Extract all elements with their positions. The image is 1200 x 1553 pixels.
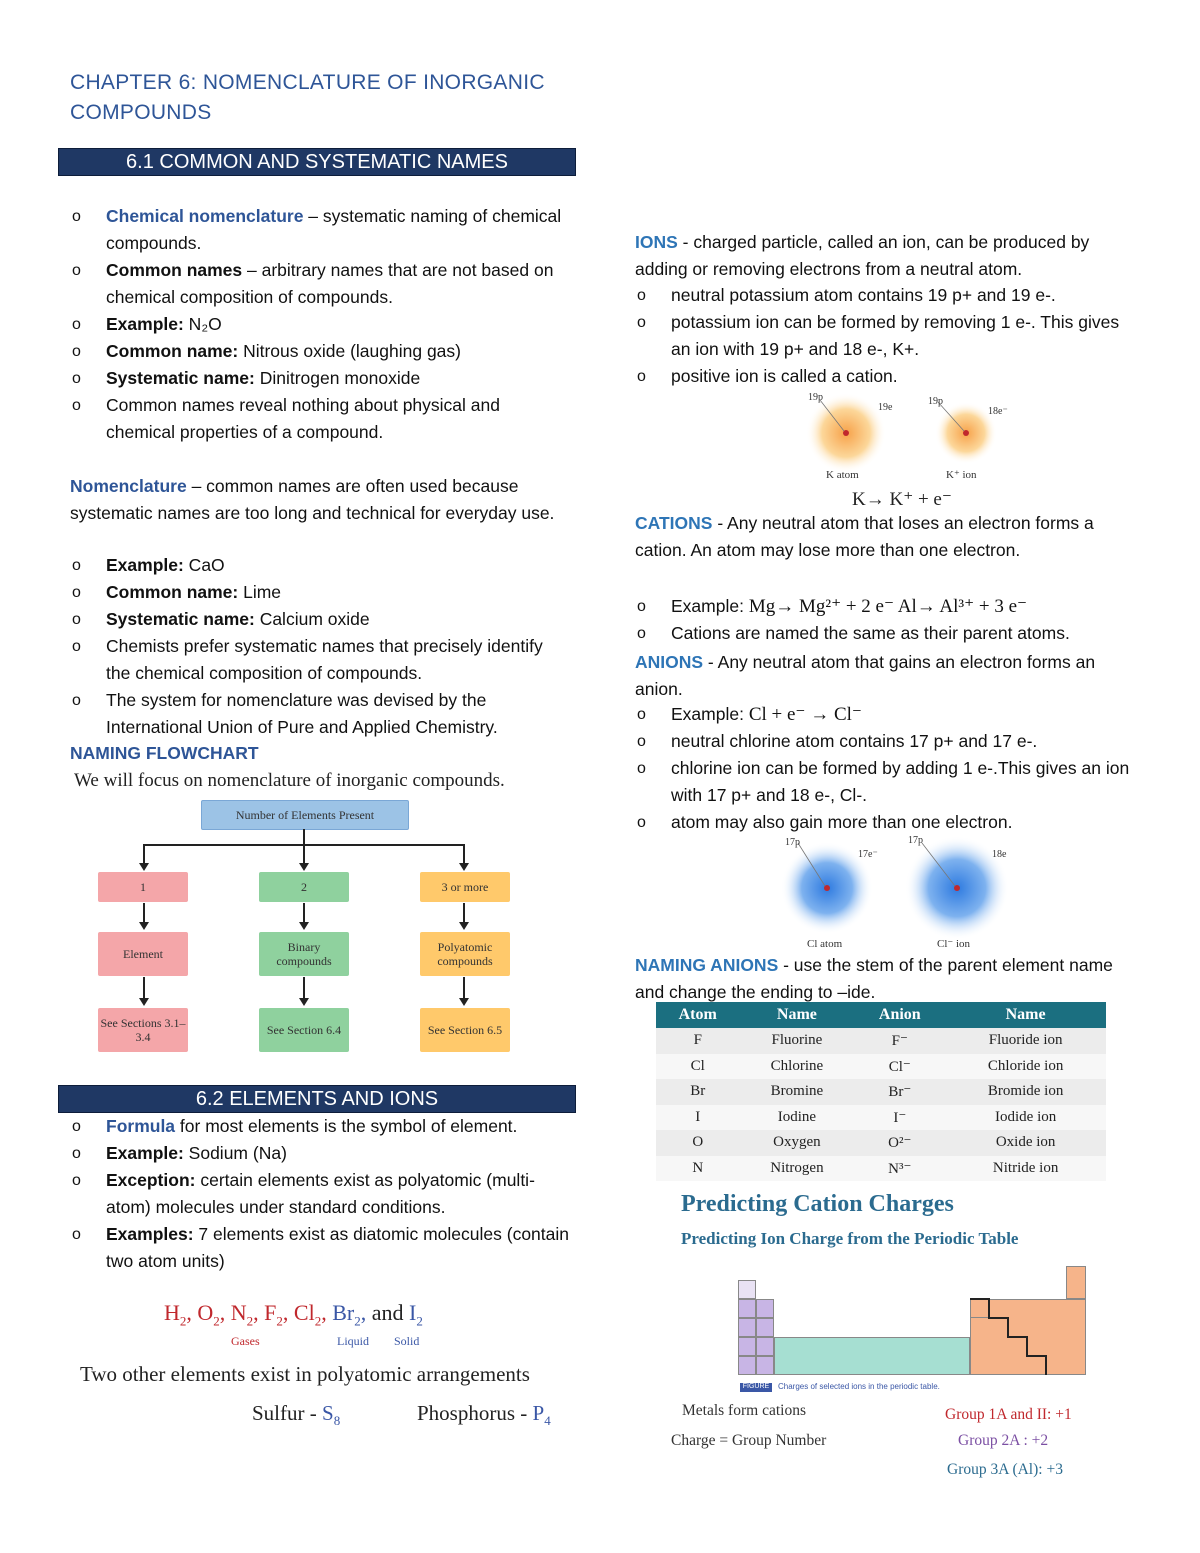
- liquid-label: Liquid: [337, 1334, 369, 1348]
- formula-cl2: $Cl_2$,: [293, 1300, 327, 1329]
- naming-anions-paragraph: NAMING ANIONS - use the stem of the parent element name and change the ending to –ide.: [635, 955, 1113, 1002]
- list-item: o Formula for most elements is the symbol of element.: [70, 1113, 570, 1140]
- arrow-down-icon: [459, 998, 469, 1006]
- periodic-table-figure: [738, 1266, 1088, 1386]
- k-ion-label: K⁺ ion: [946, 469, 977, 481]
- arrow-down-icon: [139, 863, 149, 871]
- anions-paragraph: ANIONS - Any neutral atom that gains an electron forms an anion.: [635, 652, 1096, 699]
- figure-label: FIGURE 6.1: [742, 1383, 770, 1400]
- charge-equals-group: Charge = Group Number: [671, 1432, 827, 1449]
- list-item: o Common names – arbitrary names that are not based on chemical composition of compounds.: [70, 257, 570, 311]
- potassium-equation: K→ K⁺ + e⁻: [852, 489, 952, 510]
- solid-label: Solid: [394, 1334, 420, 1348]
- k-atom-label: K atom: [826, 469, 859, 481]
- table-row: I Iodine I⁻ Iodide ion: [656, 1105, 1106, 1131]
- arrow-down-icon: [299, 863, 309, 871]
- table-row: Cl Chlorine Cl⁻ Chloride ion: [656, 1054, 1106, 1080]
- group-3a-charge: Group 3A (Al): +3: [947, 1461, 1063, 1478]
- list-item: o Systematic name: Calcium oxide: [70, 606, 570, 633]
- formula-br2: $Br_2$,: [332, 1300, 367, 1329]
- sec61-list-2: [70, 552, 570, 741]
- phosphorus-formula: Phosphorus - $P_4$: [417, 1401, 551, 1429]
- k-e1: 19e: [878, 402, 893, 413]
- k-p1: 19p: [808, 392, 823, 403]
- list-item: o Example: Mg→ Mg²⁺ + 2 e⁻ Al→ Al³⁺ + 3 e⁻: [635, 593, 1135, 620]
- list-item: o positive ion is called a cation.: [635, 363, 1130, 390]
- arrow-down-icon: [459, 863, 469, 871]
- list-item: o potassium ion can be formed by removing 1 e-. This gives an ion with 19 p+ and 18 e-, K+.: [635, 309, 1130, 363]
- cl-atom-label: Cl atom: [807, 938, 843, 950]
- group-2a-charge: Group 2A : +2: [958, 1432, 1049, 1449]
- flow-count-3: 3 or more: [420, 872, 510, 902]
- arrow-down-icon: [459, 922, 469, 930]
- potassium-figure: [780, 388, 1040, 483]
- list-item: o Example: N₂O: [70, 311, 570, 338]
- flow-connector: [303, 844, 305, 864]
- flow-see-6-5: See Section 6.5: [420, 1008, 510, 1052]
- flow-see-3-1: See Sections 3.1–3.4: [98, 1008, 188, 1052]
- list-item: o neutral potassium atom contains 19 p+ and 19 e-.: [635, 282, 1130, 309]
- sulfur-formula: Sulfur - $S_8$: [252, 1401, 341, 1429]
- col-ion-name: Name: [945, 1002, 1106, 1028]
- formula-f2: $F_2$,: [264, 1300, 289, 1329]
- figure-caption: Charges of selected ions in the periodic table.: [778, 1382, 940, 1391]
- cl-ion-label: Cl⁻ ion: [937, 938, 971, 950]
- flow-top-box: Number of Elements Present: [201, 800, 409, 830]
- cl-p2: 17p: [908, 835, 923, 846]
- formula-o2: $O_2$,: [197, 1300, 226, 1329]
- ions-list: [635, 282, 1130, 390]
- k-e2: 18e⁻: [988, 406, 1008, 417]
- arrow-down-icon: [139, 922, 149, 930]
- polyatomic-line: Two other elements exist in polyatomic arrangements: [80, 1362, 530, 1386]
- table-row: N Nitrogen N³⁻ Nitride ion: [656, 1156, 1106, 1182]
- sec61-list: [70, 203, 570, 446]
- and-word: and: [371, 1300, 404, 1325]
- flow-count-2: 2: [259, 872, 349, 902]
- nomenclature-paragraph: Nomenclature – common names are often used because systematic names are too long and technical for everyday use.: [70, 476, 555, 523]
- table-row: F Fluorine F⁻ Fluoride ion: [656, 1028, 1106, 1054]
- formula-h2: $H_2$,: [164, 1300, 192, 1329]
- arrow-down-icon: [299, 998, 309, 1006]
- list-item: o Cations are named the same as their parent atoms.: [635, 620, 1135, 647]
- list-item: o neutral chlorine atom contains 17 p+ and 17 e-.: [635, 728, 1135, 755]
- metals-form-cations: Metals form cations: [682, 1402, 806, 1419]
- section-6-1-bar: 6.1 COMMON AND SYSTEMATIC NAMES: [58, 148, 576, 176]
- col-atom: Atom: [656, 1002, 739, 1028]
- flow-connector: [463, 844, 465, 864]
- cations-paragraph: CATIONS - Any neutral atom that loses an electron forms a cation. An atom may lose more than one electron.: [635, 513, 1094, 560]
- col-anion: Anion: [854, 1002, 945, 1028]
- list-item: o Example: Cl + e⁻ → Cl⁻: [635, 701, 1135, 728]
- flowchart-caption: We will focus on nomenclature of inorganic compounds.: [74, 770, 505, 791]
- formula-n2: $N_2$,: [230, 1300, 259, 1329]
- flow-connector: [303, 977, 305, 999]
- flow-connector: [303, 829, 305, 845]
- flow-connector: [303, 903, 305, 923]
- sec62-list: [70, 1113, 570, 1275]
- flow-count-1: 1: [98, 872, 188, 902]
- flow-connector: [463, 977, 465, 999]
- list-item: o Example: CaO: [70, 552, 570, 579]
- staircase-line: [970, 1299, 1046, 1375]
- table-row: O Oxygen O²⁻ Oxide ion: [656, 1130, 1106, 1156]
- table-row: Br Bromine Br⁻ Bromide ion: [656, 1079, 1106, 1105]
- list-item: o The system for nomenclature was devised by the International Union of Pure and Applied Chemistry.: [70, 687, 570, 741]
- flow-binary-box: Binary compounds: [259, 932, 349, 976]
- cl-e2: 18e: [992, 849, 1007, 860]
- flowchart-heading: NAMING FLOWCHART: [70, 743, 259, 763]
- anion-table: [656, 1002, 1106, 1181]
- predicting-title: Predicting Cation Charges: [681, 1191, 954, 1217]
- cl-e1: 17e⁻: [858, 849, 878, 860]
- chapter-title: CHAPTER 6: NOMENCLATURE OF INORGANIC COMPOUNDS: [70, 71, 545, 124]
- cl-p1: 17p: [785, 837, 800, 848]
- list-item: o chlorine ion can be formed by adding 1 e-.This gives an ion with 17 p+ and 18 e-, Cl-.: [635, 755, 1135, 809]
- flow-polyatomic-box: Polyatomic compounds: [420, 932, 510, 976]
- diatomic-formulas: [164, 1300, 423, 1329]
- predicting-subtitle: Predicting Ion Charge from the Periodic Table: [681, 1229, 1019, 1248]
- list-item: o Examples: 7 elements exist as diatomic molecules (contain two atom units): [70, 1221, 570, 1275]
- table-header-row: [656, 1002, 1106, 1028]
- flow-see-6-4: See Section 6.4: [259, 1008, 349, 1052]
- list-item: o Common names reveal nothing about physical and chemical properties of a compound.: [70, 392, 570, 446]
- flow-connector: [143, 977, 145, 999]
- list-item: o Chemists prefer systematic names that precisely identify the chemical composition of compounds.: [70, 633, 570, 687]
- flow-connector: [143, 844, 145, 864]
- list-item: o atom may also gain more than one electron.: [635, 809, 1135, 836]
- flow-connector: [143, 903, 145, 923]
- list-item: o Common name: Nitrous oxide (laughing gas): [70, 338, 570, 365]
- anions-list: [635, 701, 1135, 836]
- k-p2: 19p: [928, 396, 943, 407]
- list-item: o Chemical nomenclature – systematic naming of chemical compounds.: [70, 203, 570, 257]
- chlorine-figure: [770, 833, 1040, 953]
- col-name: Name: [739, 1002, 854, 1028]
- group-1a-charge: Group 1A and II: +1: [945, 1406, 1072, 1423]
- list-item: o Common name: Lime: [70, 579, 570, 606]
- arrow-down-icon: [299, 922, 309, 930]
- flow-connector: [463, 903, 465, 923]
- arrow-down-icon: [139, 998, 149, 1006]
- list-item: o Exception: certain elements exist as polyatomic (multi-atom) molecules under standard conditions.: [70, 1167, 570, 1221]
- list-item: o Systematic name: Dinitrogen monoxide: [70, 365, 570, 392]
- gases-label: Gases: [231, 1334, 260, 1348]
- cations-list: [635, 593, 1135, 647]
- ions-paragraph: IONS - charged particle, called an ion, can be produced by adding or removing electrons from a neutral atom.: [635, 232, 1090, 279]
- flow-element-box: Element: [98, 932, 188, 976]
- list-item: o Example: Sodium (Na): [70, 1140, 570, 1167]
- section-6-2-bar: 6.2 ELEMENTS AND IONS: [58, 1085, 576, 1113]
- formula-i2: $I_2$: [408, 1300, 423, 1329]
- metalloid-staircase: [738, 1266, 1088, 1386]
